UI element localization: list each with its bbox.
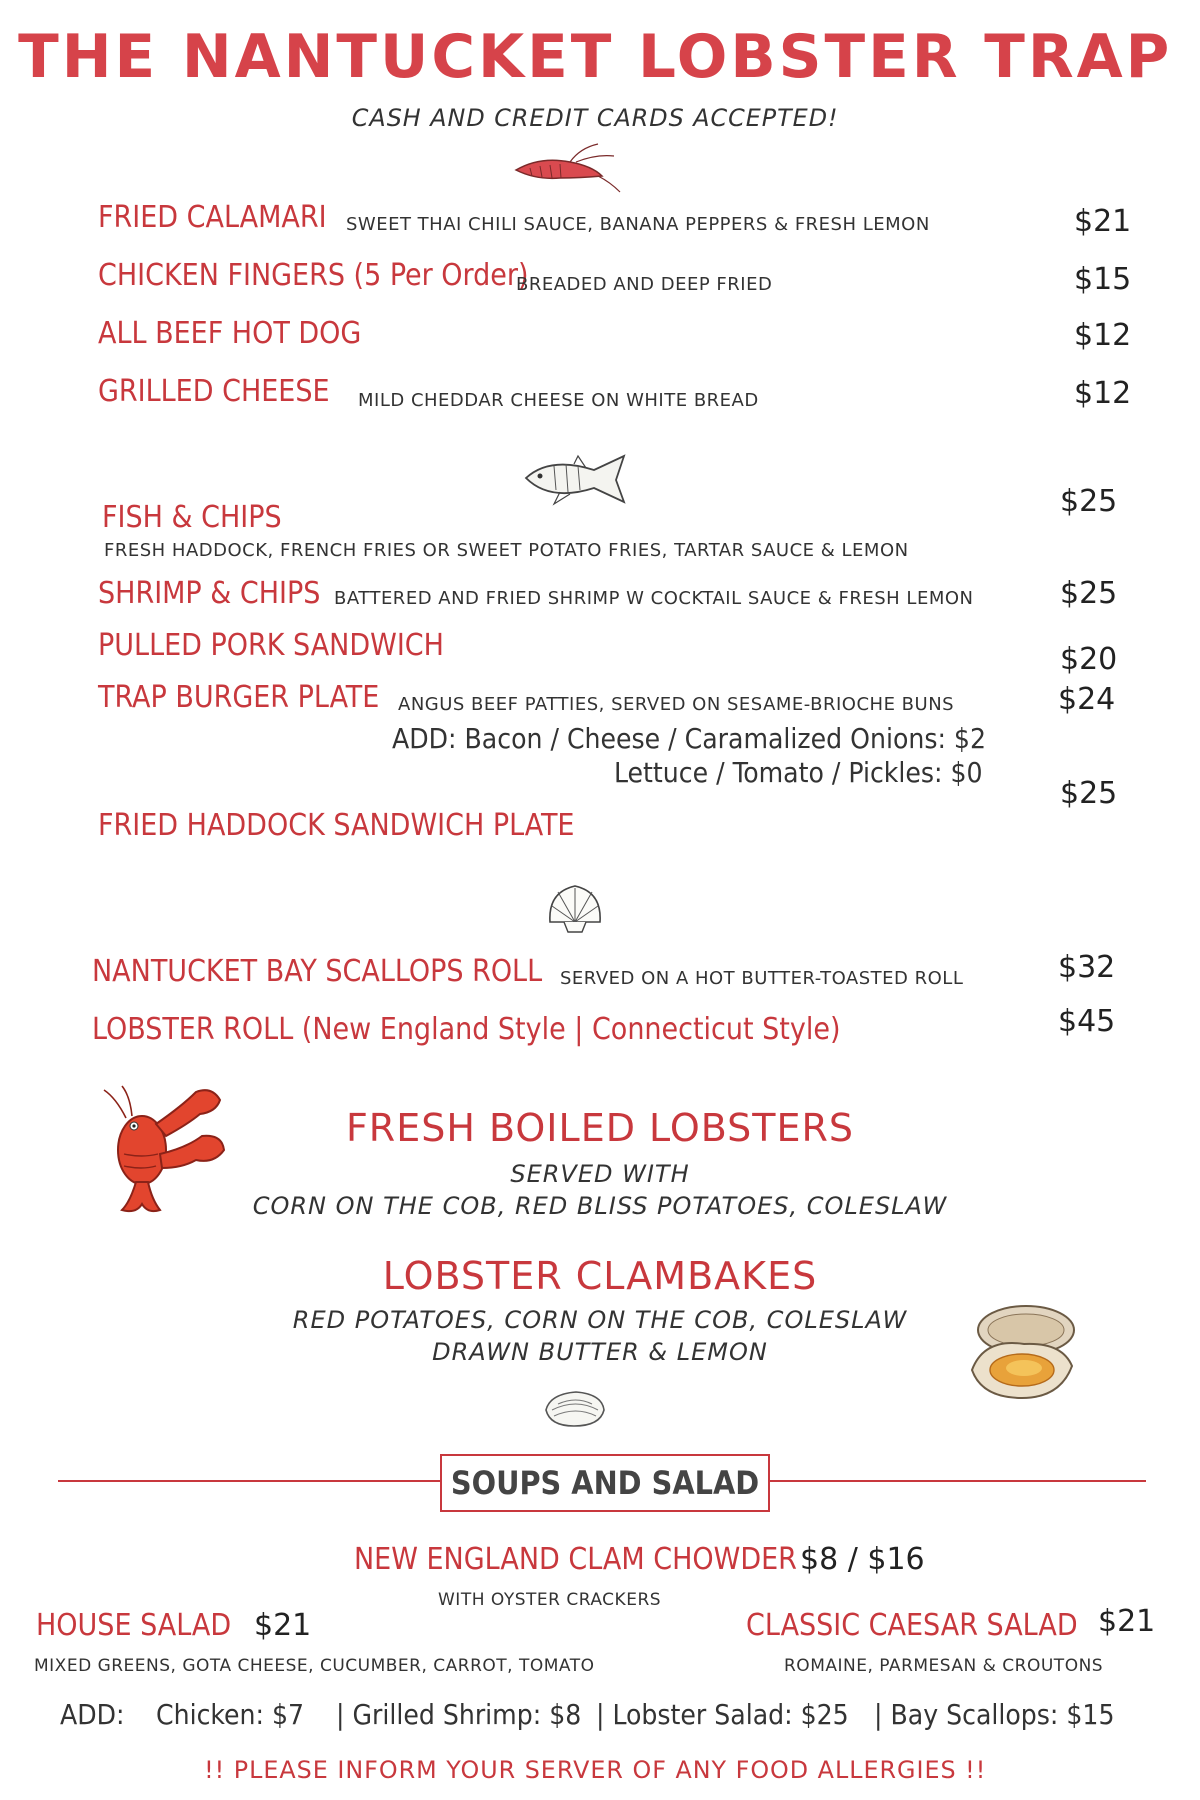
lobster-roll-price: $45 — [1058, 1004, 1116, 1039]
clam-icon — [964, 1300, 1086, 1406]
allergy-notice: !! PLEASE INFORM YOUR SERVER OF ANY FOOD ALLERGIES !! — [204, 1756, 987, 1784]
item-fish-chips-desc: FRESH HADDOCK, FRENCH FRIES OR SWEET POTATO FRIES, TARTAR SAUCE & LEMON — [104, 540, 909, 561]
addon-bay-scallops: | Bay Scallops: $15 — [874, 1698, 1115, 1731]
caesar-salad-desc: ROMAINE, PARMESAN & CROUTONS — [784, 1656, 1104, 1676]
shrimp-chips-price: $25 — [1060, 576, 1118, 611]
item-clam-chowder: NEW ENGLAND CLAM CHOWDER — [354, 1542, 797, 1577]
item-house-salad: HOUSE SALAD — [36, 1608, 232, 1643]
item-fish-chips: FISH & CHIPS — [102, 500, 282, 535]
item-trap-burger-desc: ANGUS BEEF PATTIES, SERVED ON SESAME-BRIOCHE BUNS — [398, 694, 955, 715]
soups-salad-heading: SOUPS AND SALAD — [440, 1454, 770, 1512]
item-fried-calamari: FRIED CALAMARI — [98, 200, 327, 235]
item-chicken-fingers-price: $15 — [1074, 262, 1132, 297]
pulled-pork-price: $20 — [1060, 642, 1118, 677]
trap-burger-price: $24 — [1058, 682, 1116, 717]
caesar-salad-price: $21 — [1098, 1604, 1156, 1639]
scallops-roll-price: $32 — [1058, 950, 1116, 985]
burger-addons-line2: Lettuce / Tomato / Pickles: $0 — [614, 756, 983, 789]
oyster-shell-icon — [542, 1388, 608, 1430]
item-chicken-fingers: CHICKEN FINGERS (5 Per Order) — [98, 258, 529, 293]
divider-right — [766, 1480, 1146, 1482]
scallop-shell-icon — [544, 882, 606, 936]
addon-lobster-salad: | Lobster Salad: $25 — [596, 1698, 849, 1731]
item-lobster-roll: LOBSTER ROLL (New England Style | Connecticut Style) — [92, 1012, 841, 1047]
item-grilled-cheese-desc: MILD CHEDDAR CHEESE ON WHITE BREAD — [358, 390, 759, 411]
item-fried-haddock: FRIED HADDOCK SANDWICH PLATE — [98, 808, 575, 843]
item-fried-calamari-price: $21 — [1074, 204, 1132, 239]
burger-addons-line1: ADD: Bacon / Cheese / Caramalized Onions: $2 — [392, 722, 986, 755]
boiled-lobsters-line2: CORN ON THE COB, RED BLISS POTATOES, COLESLAW — [252, 1192, 948, 1220]
clam-chowder-desc: WITH OYSTER CRACKERS — [438, 1590, 662, 1610]
boiled-lobsters-title: FRESH BOILED LOBSTERS — [345, 1106, 855, 1150]
clambakes-title: LOBSTER CLAMBAKES — [382, 1254, 818, 1298]
item-hot-dog-price: $12 — [1074, 318, 1132, 353]
clambakes-line2: DRAWN BUTTER & LEMON — [432, 1338, 768, 1366]
fish-chips-price: $25 — [1060, 484, 1118, 519]
item-hot-dog: ALL BEEF HOT DOG — [98, 316, 362, 351]
item-grilled-cheese-price: $12 — [1074, 376, 1132, 411]
item-pulled-pork: PULLED PORK SANDWICH — [98, 628, 444, 663]
salad-addons-label: ADD: — [60, 1698, 125, 1731]
haddock-price: $25 — [1060, 776, 1118, 811]
boiled-lobsters-line1: SERVED WITH — [510, 1160, 690, 1188]
item-grilled-cheese: GRILLED CHEESE — [98, 374, 330, 409]
item-trap-burger: TRAP BURGER PLATE — [98, 680, 380, 715]
divider-left — [58, 1480, 440, 1482]
addon-grilled-shrimp: | Grilled Shrimp: $8 — [336, 1698, 582, 1731]
shrimp-icon — [510, 142, 622, 194]
clambakes-line1: RED POTATOES, CORN ON THE COB, COLESLAW — [292, 1306, 908, 1334]
item-caesar-salad: CLASSIC CAESAR SALAD — [746, 1608, 1078, 1643]
house-salad-price: $21 — [254, 1608, 312, 1643]
item-shrimp-chips-desc: BATTERED AND FRIED SHRIMP W COCKTAIL SAUCE & FRESH LEMON — [334, 588, 974, 609]
item-chicken-fingers-desc: BREADED AND DEEP FRIED — [516, 274, 773, 295]
addon-chicken: Chicken: $7 — [156, 1698, 305, 1731]
item-scallops-roll: NANTUCKET BAY SCALLOPS ROLL — [92, 954, 543, 989]
payment-note: CASH AND CREDIT CARDS ACCEPTED! — [351, 104, 839, 132]
house-salad-desc: MIXED GREENS, GOTA CHEESE, CUCUMBER, CARROT, TOMATO — [34, 1656, 595, 1676]
menu-title: THE NANTUCKET LOBSTER TRAP — [18, 22, 1173, 92]
item-shrimp-chips: SHRIMP & CHIPS — [98, 576, 321, 611]
clam-chowder-price: $8 / $16 — [800, 1542, 925, 1577]
fish-icon — [520, 452, 630, 508]
item-fried-calamari-desc: SWEET THAI CHILI SAUCE, BANANA PEPPERS & FRESH LEMON — [346, 214, 930, 235]
item-scallops-roll-desc: SERVED ON A HOT BUTTER-TOASTED ROLL — [560, 968, 964, 989]
